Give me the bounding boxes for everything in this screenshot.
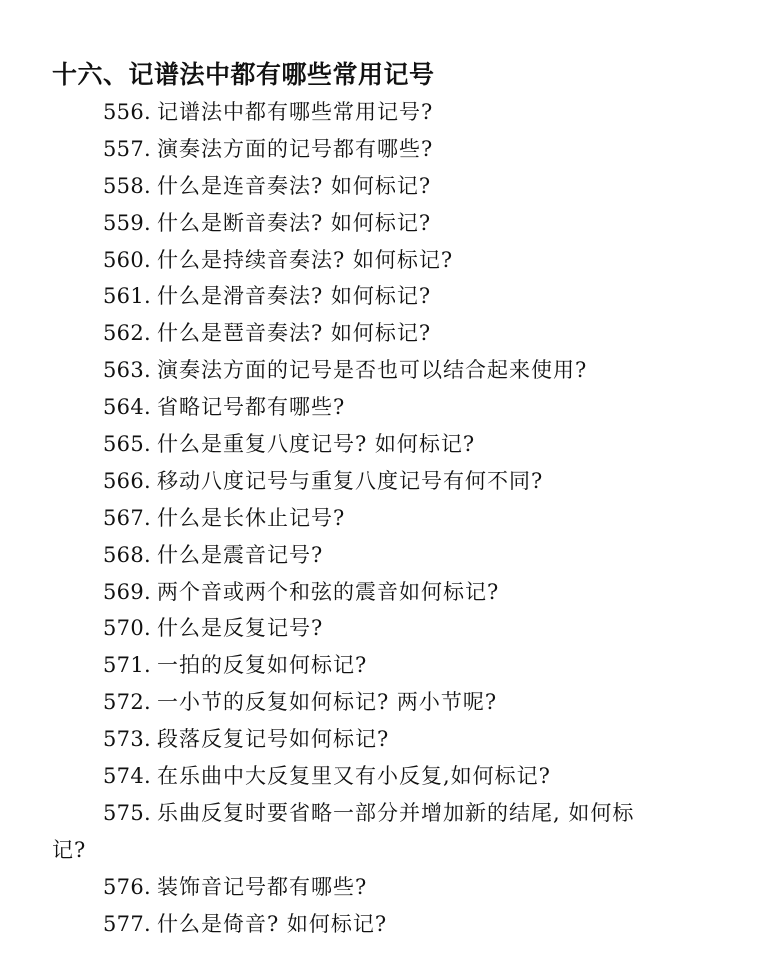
item-text: 两个音或两个和弦的震音如何标记? bbox=[157, 579, 500, 604]
list-item bbox=[0, 795, 766, 869]
list-item bbox=[0, 758, 766, 795]
item-text: 什么是断音奏法? 如何标记? bbox=[157, 210, 432, 235]
item-text: 一拍的反复如何标记? bbox=[157, 653, 368, 678]
question-list bbox=[0, 94, 766, 943]
item-number: 567. bbox=[103, 505, 151, 530]
item-text: 装饰音记号都有哪些? bbox=[157, 874, 368, 899]
list-item bbox=[0, 315, 766, 352]
list-item bbox=[0, 906, 766, 943]
item-text: 什么是持续音奏法? 如何标记? bbox=[157, 247, 454, 272]
item-number: 559. bbox=[103, 210, 151, 235]
item-number: 557. bbox=[103, 136, 151, 161]
item-text: 演奏法方面的记号都有哪些? bbox=[157, 136, 434, 161]
item-number: 566. bbox=[103, 468, 151, 493]
list-item bbox=[0, 684, 766, 721]
item-number: 561. bbox=[103, 284, 151, 309]
item-text: 段落反复记号如何标记? bbox=[157, 727, 390, 752]
item-number: 558. bbox=[103, 173, 151, 198]
list-item bbox=[0, 647, 766, 684]
list-item bbox=[0, 721, 766, 758]
item-number: 564. bbox=[103, 395, 151, 420]
item-text: 乐曲反复时要省略一部分并增加新的结尾, 如何标 bbox=[157, 800, 635, 825]
item-number: 570. bbox=[103, 616, 151, 641]
item-text: 什么是震音记号? bbox=[157, 542, 324, 567]
item-number: 571. bbox=[103, 653, 151, 678]
item-text: 什么是重复八度记号? 如何标记? bbox=[157, 432, 476, 457]
item-number: 563. bbox=[103, 358, 151, 383]
list-item bbox=[0, 131, 766, 168]
item-text: 什么是倚音? 如何标记? bbox=[157, 911, 388, 936]
item-text: 一小节的反复如何标记? 两小节呢? bbox=[157, 690, 498, 715]
item-text: 什么是反复记号? bbox=[157, 616, 324, 641]
list-item bbox=[0, 500, 766, 537]
section-heading: 十六、记谱法中都有哪些常用记号 bbox=[52, 60, 435, 89]
item-text: 记谱法中都有哪些常用记号? bbox=[157, 100, 434, 124]
list-item bbox=[0, 278, 766, 315]
item-number: 577. bbox=[103, 911, 151, 936]
item-text: 什么是连音奏法? 如何标记? bbox=[157, 173, 432, 198]
item-number: 562. bbox=[103, 321, 151, 346]
item-number: 568. bbox=[103, 542, 151, 567]
item-text: 省略记号都有哪些? bbox=[157, 395, 346, 420]
item-number: 556. bbox=[103, 100, 151, 124]
list-item bbox=[0, 574, 766, 611]
item-number: 575. bbox=[103, 800, 151, 825]
item-number: 565. bbox=[103, 432, 151, 457]
item-text: 什么是琶音奏法? 如何标记? bbox=[157, 321, 432, 346]
list-item bbox=[0, 537, 766, 574]
list-item bbox=[0, 426, 766, 463]
item-number: 573. bbox=[103, 727, 151, 752]
list-item bbox=[0, 463, 766, 500]
item-text: 演奏法方面的记号是否也可以结合起来使用? bbox=[157, 358, 588, 383]
list-item bbox=[0, 242, 766, 279]
list-item bbox=[0, 869, 766, 906]
item-number: 572. bbox=[103, 690, 151, 715]
list-item bbox=[0, 610, 766, 647]
list-item bbox=[0, 94, 766, 131]
item-text: 什么是长休止记号? bbox=[157, 505, 346, 530]
list-item bbox=[0, 389, 766, 426]
item-number: 569. bbox=[103, 579, 151, 604]
item-text: 在乐曲中大反复里又有小反复,如何标记? bbox=[157, 764, 551, 789]
item-text: 什么是滑音奏法? 如何标记? bbox=[157, 284, 432, 309]
item-number: 576. bbox=[103, 874, 151, 899]
list-item bbox=[0, 205, 766, 242]
list-item bbox=[0, 168, 766, 205]
item-number: 574. bbox=[103, 764, 151, 789]
item-number: 560. bbox=[103, 247, 151, 272]
list-item bbox=[0, 352, 766, 389]
item-text: 移动八度记号与重复八度记号有何不同? bbox=[157, 468, 544, 493]
item-text-continuation: 记? bbox=[52, 837, 87, 862]
